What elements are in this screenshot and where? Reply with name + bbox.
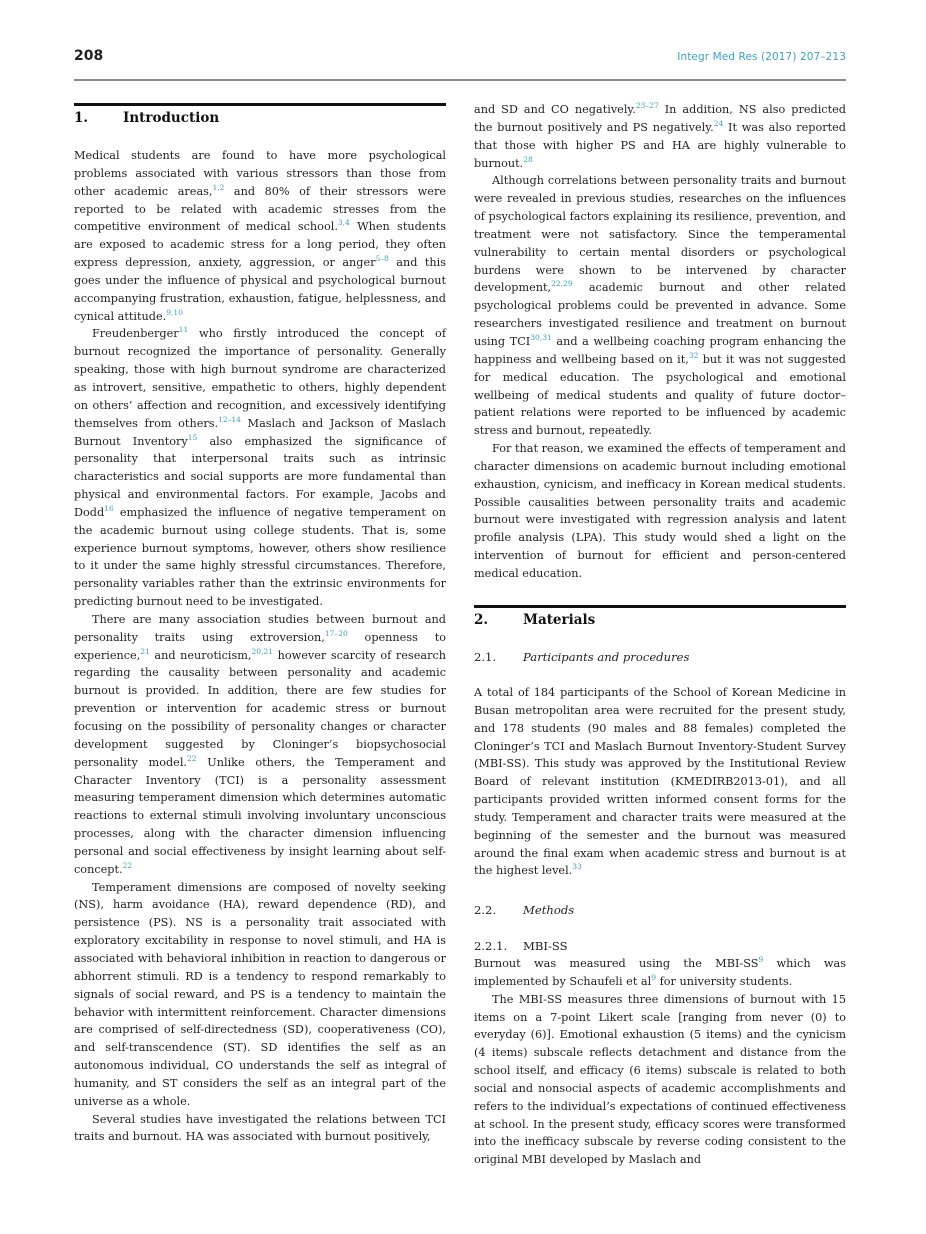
section-heading-introduction xyxy=(74,110,219,126)
section-rule xyxy=(74,103,446,106)
citation-link[interactable]: 1,2 xyxy=(212,182,225,192)
citation-link[interactable]: 12–14 xyxy=(218,414,241,424)
paragraph: There are many association studies between burnout and personality traits using extroversion,$^{17-20}$ openness to experience,$^{21}$ and neuroticism,$^{20,21}$ however scarcity of research regarding the causality between personality and academic burnout is provided. In addition, there are few studies for prevention or intervention for academic stress or burnout focusing on the possibility of personality changes or character development suggested by Cloninger’s biopsychosocial personality model.$^{22}$ Unlike others, the Temperament and Character Inventory (TCI) is a personality assessment measuring temperament dimension which determines automatic reactions to external stimuli involving involuntary unconscious processes, along with the character dimension influencing personal and social effectiveness by insight learning about self-concept.$^{22}$ xyxy=(74,612,446,876)
section-rule xyxy=(474,605,846,608)
participants-body xyxy=(474,684,846,880)
citation-link[interactable]: 9 xyxy=(758,955,764,964)
paragraph: Several studies have investigated the relations between TCI traits and burnout. HA was associated with burnout positively, xyxy=(74,1112,446,1144)
section-title: Materials xyxy=(523,612,596,628)
mbiss-body xyxy=(474,955,846,1169)
citation-link[interactable]: 9 xyxy=(651,972,657,982)
paragraph: The MBI-SS measures three dimensions of burnout with 15 items on a 7-point Likert scale [ranging from never (0) to everyday (6)]. Emotional exhaustion (5 items) and the cynicism (4 items) subscale reflects detachment and distance from the school itself, and efficacy (6 items) subscale is related to both social and nonsocial aspects of academic accomplishments and refers to the individual’s expectations of continued effectiveness at school. In the present study, efficacy scores were transformed into the inefficacy subscale by reverse coding consistent to the original MBI developed by Maslach and xyxy=(474,992,846,1167)
section-heading-materials xyxy=(474,612,595,628)
subsection-title: Participants and procedures xyxy=(523,650,690,664)
citation-link[interactable]: 16 xyxy=(104,503,114,513)
paragraph: Temperament dimensions are composed of novelty seeking (NS), harm avoidance (HA), reward dependence (RD), and persistence (PS). NS is a personality trait associated with exploratory excitability in response to novel stimuli, and HA is associated with behavioral inhibition in reaction to dangerous or abhorrent stimuli. RD is a tendency to respond remarkably to signals of social reward, and PS is a tendency to maintain the behavior with intermittent reinforcement. Character dimensions are comprised of self-directedness (SD), cooperativeness (CO), and self-transcendence (ST). SD identifies the self as an autonomous individual, CO understands the self as integral of humanity, and ST considers the self as an integral part of the universe as a whole. xyxy=(74,880,446,1108)
paragraph: Although correlations between personality traits and burnout were revealed in previous studies, researches on the influences of psychological factors explaining its resilience, prevention, and treatment were not satisfactory. Since the temperamental vulnerability to certain mental disorders or psychological burdens were shown to be intervened by character development,$^{22,29}$ academic burnout and other related psychological problems could be prevented in advance. Some researchers investigated resilience and treatment on burnout using TCI$^{30,31}$ and a wellbeing coaching program enhancing the happiness and wellbeing based on it,$^{32}$ but it was not suggested for medical education. The psychological and emotional wellbeing of medical students and quality of future doctor–patient relations were reported to be influenced by academic stress and burnout, repeatedly. xyxy=(474,174,846,438)
paragraph: A total of 184 participants of the School of Korean Medicine in Busan metropolitan area were recruited for the present study, and 178 students (90 males and 88 females) completed the Cloninger’s TCI and Maslach Burnout Inventory-Student Survey (MBI-SS). This study was approved by the Institutional Review Board of relevant institution (KMEDIRB2013-01), and all participants provided written informed consent forms for the study. Temperament and character traits were measured at the beginning of the semester and the burnout was measured around the final exam when academic stress and burnout is at the highest level.$^{33}$ xyxy=(474,686,846,878)
citation-link[interactable]: 22 xyxy=(122,860,133,870)
subsubsection-heading-mbiss xyxy=(474,939,568,953)
subsection-heading-participants xyxy=(474,650,689,664)
subsection-number: 2.1. xyxy=(474,650,497,664)
subsection-number: 2.2. xyxy=(474,903,497,917)
citation-link[interactable]: 15 xyxy=(187,432,198,442)
paragraph: For that reason, we examined the effects of temperament and character dimensions on academic burnout including emotional exhaustion, cynicism, and inefficacy in Korean medical students. Possible causalities between personality traits and academic burnout were investigated with regression analysis and latent profile analysis (LPA). This study would shed a light on the intervention of burnout for efficient and person-centered medical education. xyxy=(474,442,846,580)
subsubsection-title: MBI-SS xyxy=(523,939,568,953)
citation-link[interactable]: 22,29 xyxy=(551,279,573,289)
citation-link[interactable]: 20,21 xyxy=(251,646,273,656)
header-rule xyxy=(74,79,846,81)
citation-link[interactable]: 28 xyxy=(523,154,533,164)
citation-link[interactable]: 17–20 xyxy=(324,628,348,638)
section-number: 2. xyxy=(474,612,489,628)
section-number: 1. xyxy=(74,110,89,126)
running-head: Integr Med Res (2017) 207–213 xyxy=(677,51,846,63)
paragraph: Burnout was measured using the MBI-$SS^9$ which was implemented by Schaufeli et $al^9$ for university students. xyxy=(474,955,846,988)
subsection-heading-methods xyxy=(474,903,574,917)
citation-link[interactable]: 3,4 xyxy=(337,218,350,228)
left-column-body xyxy=(74,147,446,1146)
citation-link[interactable]: 30,31 xyxy=(530,332,552,342)
citation-link[interactable]: 9,10 xyxy=(166,307,183,317)
page-number: 208 xyxy=(74,48,104,64)
citation-link[interactable]: 32 xyxy=(688,350,699,360)
subsection-title: Methods xyxy=(523,903,575,917)
citation-link[interactable]: 23–27 xyxy=(635,101,659,110)
citation-link[interactable]: 24 xyxy=(713,118,724,128)
citation-link[interactable]: 22 xyxy=(187,753,197,763)
right-column-body xyxy=(474,101,846,583)
subsubsection-number: 2.2.1. xyxy=(474,939,508,953)
citation-link[interactable]: 11 xyxy=(178,325,189,335)
section-title: Introduction xyxy=(123,110,220,126)
citation-link[interactable]: 33 xyxy=(572,862,582,872)
citation-link[interactable]: 21 xyxy=(140,646,150,656)
paragraph: Freudenberger$^{11}$ who firstly introduced the concept of burnout recognized the importance of personality. Generally speaking, those with high burnout syndrome are characterized as introvert, sensitive, empathetic to others, highly dependent on others’ affection and recognition, and excessively identifying themselves from others.$^{12-14}$ Maslach and Jackson of Maslach Burnout Inventory$^{15}$ also emphasized the significance of personality that interpersonal traits such as intrinsic characteristics and social supports are more fundamental than physical and environmental factors. For example, Jacobs and Dodd$^{16}$ emphasized the influence of negative temperament on the academic burnout using college students. That is, some experience burnout symptoms, however, others show resilience to it under the same highly stressful circumstances. Therefore, personality variables rather than the extrinsic environments for predicting burnout need to be investigated. xyxy=(74,325,446,609)
paragraph: and SD and CO negatively.$^{23-27}$ In addition, NS also predicted the burnout positively and PS negatively.$^{24}$ It was also reported that those with higher PS and HA are highly vulnerable to burnout.$^{28}$ xyxy=(474,101,846,170)
citation-link[interactable]: 5–8 xyxy=(375,254,389,264)
paragraph: Medical students are found to have more psychological problems associated with various stressors than those from other academic areas,$^{1,2}$ and 80% of their stressors were reported to be related with academic stresses from the competitive environment of medical school.$^{3,4}$ When students are exposed to academic stress for a long period, they often express depression, anxiety, aggression, or anger$^{5-8}$ and this goes under the influence of physical and psychological burnout accompanying frustration, exhaustion, fatigue, helplessness, and cynical attitude.$^{9,10}$ xyxy=(74,149,446,323)
